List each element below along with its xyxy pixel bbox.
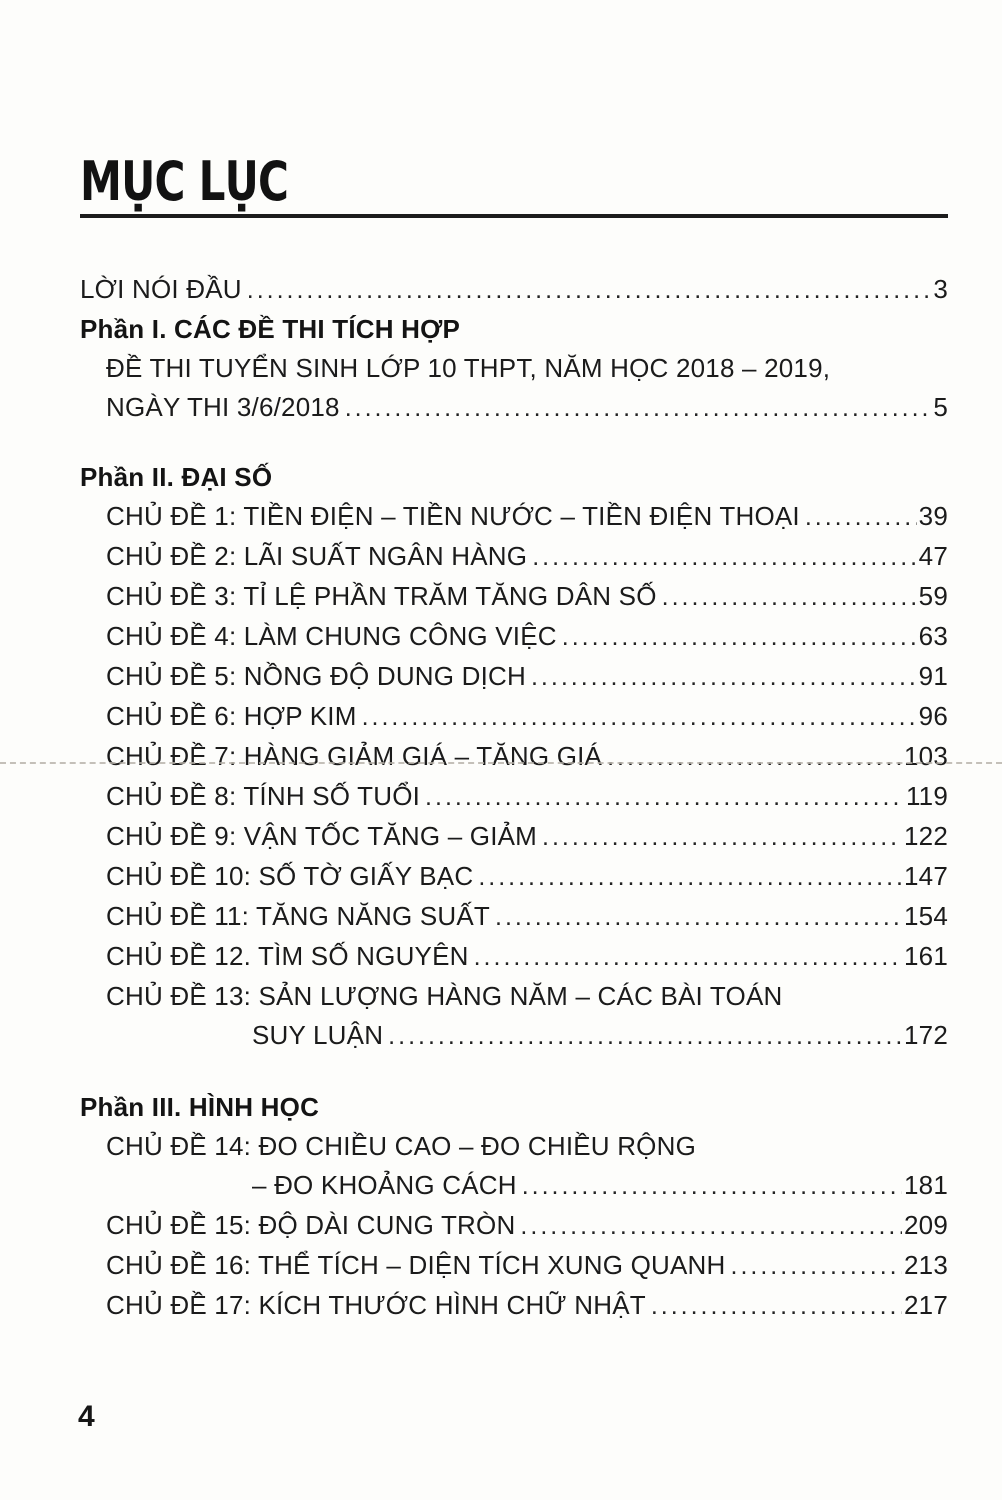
toc-entry bbox=[106, 937, 948, 977]
toc-section-heading bbox=[80, 458, 948, 497]
toc-entry-label: NGÀY THI 3/6/2018 bbox=[106, 392, 340, 422]
toc-section-label: Phần III. HÌNH HỌC bbox=[80, 1092, 320, 1122]
toc-entry bbox=[106, 1206, 948, 1246]
toc-entry-continuation bbox=[252, 1016, 948, 1056]
toc-page-number: 103 bbox=[904, 741, 948, 771]
dot-leader bbox=[425, 777, 904, 817]
toc-page-number: 63 bbox=[918, 621, 948, 651]
toc-page-number: 96 bbox=[918, 701, 948, 731]
toc-entry-label: CHỦ ĐỀ 8: TÍNH SỐ TUỔI bbox=[106, 781, 421, 811]
dot-leader bbox=[532, 537, 916, 577]
toc-entry-label: CHỦ ĐỀ 10: SỐ TỜ GIẤY BẠC bbox=[106, 861, 474, 891]
toc-entry-continuation bbox=[252, 1166, 948, 1206]
toc-page-number: 3 bbox=[933, 274, 948, 304]
dot-leader bbox=[651, 1286, 902, 1326]
toc-content bbox=[80, 150, 948, 1326]
toc-page-number: 172 bbox=[904, 1020, 948, 1050]
toc-section-label: Phần II. ĐẠI SỐ bbox=[80, 462, 273, 492]
scan-crease-line bbox=[0, 762, 1002, 764]
dot-leader bbox=[731, 1246, 903, 1286]
title-underline-rule bbox=[80, 214, 948, 218]
toc-entry bbox=[106, 1127, 948, 1166]
toc-entry-label: CHỦ ĐỀ 7: HÀNG GIẢM GIÁ – TĂNG GIÁ bbox=[106, 741, 603, 771]
toc-entry-label: CHỦ ĐỀ 9: VẬN TỐC TĂNG – GIẢM bbox=[106, 821, 538, 851]
toc-page-number: 147 bbox=[904, 861, 948, 891]
toc-entry bbox=[106, 777, 948, 817]
toc-entry bbox=[106, 817, 948, 857]
toc-entry bbox=[106, 737, 948, 777]
toc-page-number: 39 bbox=[918, 501, 948, 531]
footer-page-number: 4 bbox=[78, 1400, 95, 1433]
dot-leader bbox=[362, 697, 917, 737]
dot-leader bbox=[495, 897, 902, 937]
toc-page-number: 209 bbox=[904, 1210, 948, 1240]
dot-leader bbox=[247, 270, 932, 310]
toc-entry-label: CHỦ ĐỀ 14: ĐO CHIỀU CAO – ĐO CHIỀU RỘNG bbox=[106, 1131, 696, 1161]
toc-entry bbox=[106, 1246, 948, 1286]
dot-leader bbox=[520, 1206, 902, 1246]
toc-page-number: 154 bbox=[904, 901, 948, 931]
toc-entry bbox=[106, 977, 948, 1016]
toc-page-number: 59 bbox=[918, 581, 948, 611]
dot-leader bbox=[388, 1016, 902, 1056]
dot-leader bbox=[345, 388, 932, 428]
toc-entry-label: LỜI NÓI ĐẦU bbox=[80, 274, 242, 304]
toc-page-number: 91 bbox=[918, 661, 948, 691]
toc-entry-label: ĐỀ THI TUYỂN SINH LỚP 10 THPT, NĂM HỌC 2018 – 2019, bbox=[106, 353, 831, 383]
toc-entry bbox=[106, 537, 948, 577]
toc-page-number: 47 bbox=[918, 541, 948, 571]
toc-page-number: 119 bbox=[905, 781, 948, 811]
toc-entry-label: CHỦ ĐỀ 15: ĐỘ DÀI CUNG TRÒN bbox=[106, 1210, 516, 1240]
toc-entry-label: CHỦ ĐỀ 17: KÍCH THƯỚC HÌNH CHỮ NHẬT bbox=[106, 1290, 646, 1320]
dot-leader bbox=[542, 817, 902, 857]
toc-entry bbox=[106, 657, 948, 697]
dot-leader bbox=[478, 857, 902, 897]
toc-entry-label: SUY LUẬN bbox=[252, 1020, 384, 1050]
toc-page-number: 217 bbox=[904, 1290, 948, 1320]
toc-entry bbox=[106, 857, 948, 897]
dot-leader bbox=[531, 657, 917, 697]
toc-entry-label: – ĐO KHOẢNG CÁCH bbox=[252, 1170, 517, 1200]
toc-entry-label: CHỦ ĐỀ 2: LÃI SUẤT NGÂN HÀNG bbox=[106, 541, 528, 571]
toc-entry-label: CHỦ ĐỀ 13: SẢN LƯỢNG HÀNG NĂM – CÁC BÀI TOÁN bbox=[106, 981, 783, 1011]
toc-entry-label: CHỦ ĐỀ 3: TỈ LỆ PHẦN TRĂM TĂNG DÂN SỐ bbox=[106, 581, 657, 611]
dot-leader bbox=[662, 577, 917, 617]
toc-page-number: 122 bbox=[904, 821, 948, 851]
toc-entry-label: CHỦ ĐỀ 1: TIỀN ĐIỆN – TIỀN NƯỚC – TIỀN ĐIỆN THOẠI bbox=[106, 501, 800, 531]
toc-entry-label: CHỦ ĐỀ 12. TÌM SỐ NGUYÊN bbox=[106, 941, 469, 971]
toc-section-heading bbox=[80, 1088, 948, 1127]
dot-leader bbox=[607, 737, 902, 777]
toc-entry bbox=[106, 1286, 948, 1326]
toc-entry-continuation bbox=[106, 388, 948, 428]
toc-entry bbox=[106, 897, 948, 937]
page-title: MỤC LỤC bbox=[80, 150, 289, 213]
toc-entry bbox=[106, 349, 948, 388]
toc-page-number: 5 bbox=[933, 392, 948, 422]
dot-leader bbox=[522, 1166, 902, 1206]
dot-leader bbox=[562, 617, 917, 657]
table-of-contents bbox=[80, 270, 948, 1326]
toc-entry bbox=[106, 577, 948, 617]
toc-page-number: 181 bbox=[904, 1170, 948, 1200]
toc-entry bbox=[106, 617, 948, 657]
toc-entry-label: CHỦ ĐỀ 16: THỂ TÍCH – DIỆN TÍCH XUNG QUANH bbox=[106, 1250, 726, 1280]
toc-entry-label: CHỦ ĐỀ 6: HỢP KIM bbox=[106, 701, 357, 731]
toc-entry-label: CHỦ ĐỀ 4: LÀM CHUNG CÔNG VIỆC bbox=[106, 621, 557, 651]
toc-page-number: 213 bbox=[904, 1250, 948, 1280]
toc-entry-label: CHỦ ĐỀ 5: NỒNG ĐỘ DUNG DỊCH bbox=[106, 661, 526, 691]
toc-entry bbox=[80, 270, 948, 310]
toc-entry-label: CHỦ ĐỀ 11: TĂNG NĂNG SUẤT bbox=[106, 901, 490, 931]
toc-entry bbox=[106, 697, 948, 737]
toc-section-heading bbox=[80, 310, 948, 349]
toc-section-label: Phần I. CÁC ĐỀ THI TÍCH HỢP bbox=[80, 314, 461, 344]
dot-leader bbox=[805, 497, 917, 537]
toc-entry bbox=[106, 497, 948, 537]
toc-page-number: 161 bbox=[904, 941, 948, 971]
dot-leader bbox=[474, 937, 902, 977]
